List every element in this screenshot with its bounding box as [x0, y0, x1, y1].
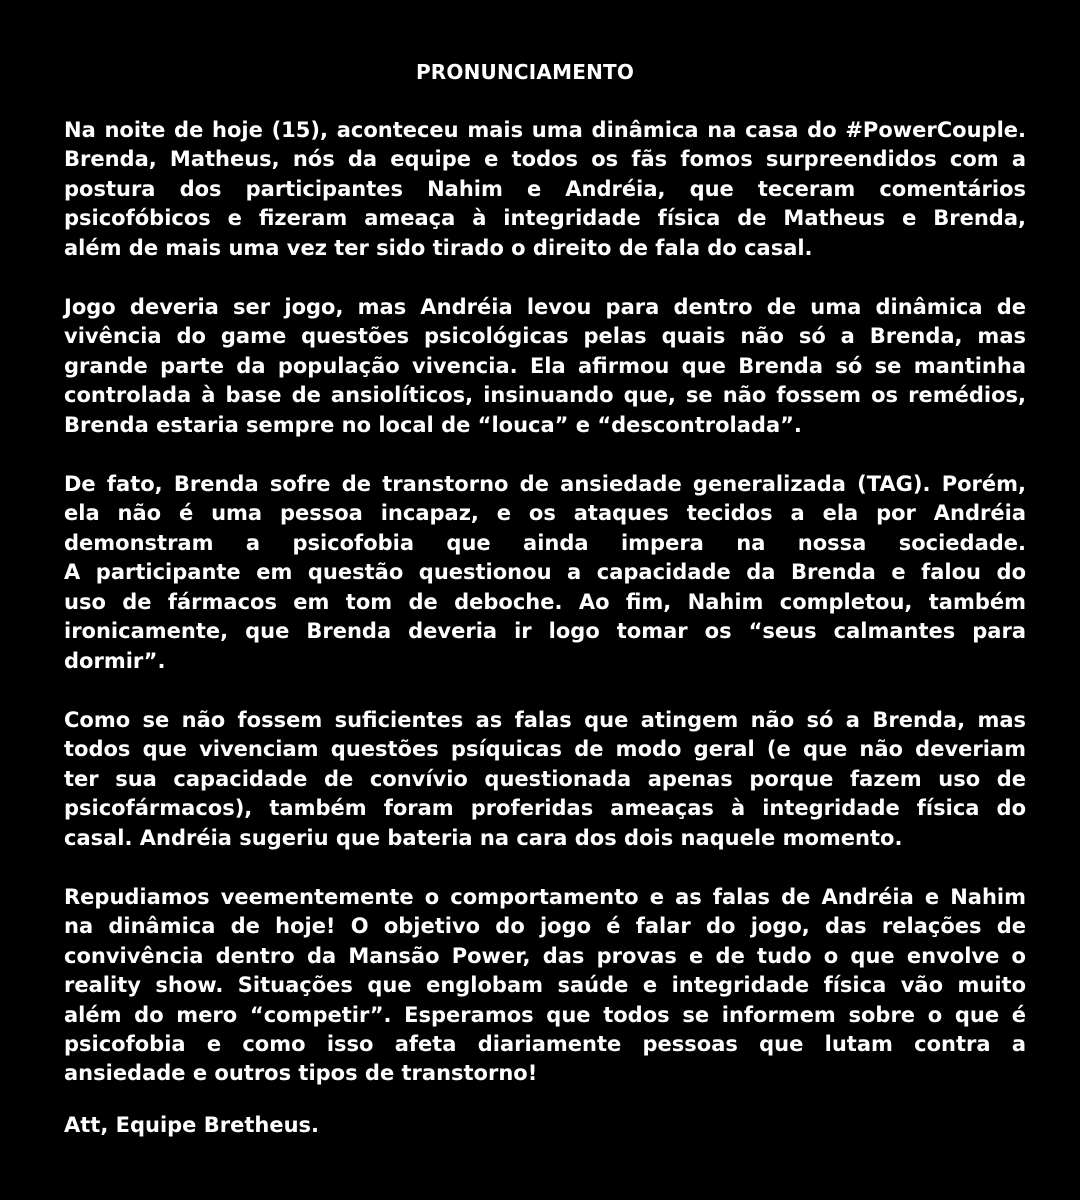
paragraph-line: grande parte da população vivencia. Ela afirmou que Brenda só se mantinha [64, 353, 1026, 378]
paragraph-line: reality show. Situações que englobam saúde e integridade física vão muito [64, 973, 1026, 998]
paragraph-line: convivência dentro da Mansão Power, das provas e de tudo o que envolve o [64, 943, 1026, 968]
paragraph-2 [64, 293, 1026, 440]
paragraph-line: casal. Andréia sugeriu que bateria na cara dos dois naquele momento. [64, 825, 903, 850]
paragraph-line: Repudiamos veementemente o comportamento e as falas de Andréia e Nahim [64, 884, 1026, 909]
paragraph-1 [64, 116, 1026, 263]
paragraph-line: ter sua capacidade de convívio questionada apenas porque fazem uso de [64, 766, 1026, 791]
paragraph-4 [64, 706, 1026, 853]
paragraph-line: Brenda, Matheus, nós da equipe e todos os fãs fomos surpreendidos com a [64, 147, 1026, 172]
paragraph-3 [64, 470, 1026, 676]
paragraph-line: psicofóbicos e fizeram ameaça à integridade física de Matheus e Brenda, [64, 206, 1026, 231]
paragraph-line: psicofobia e como isso afeta diariamente pessoas que lutam contra a [64, 1031, 1026, 1056]
paragraph-line: postura dos participantes Nahim e Andréia, que teceram comentários [64, 176, 1026, 201]
paragraph-line: demonstram a psicofobia que ainda impera na nossa sociedade. [64, 530, 1026, 555]
paragraph-line: A participante em questão questionou a capacidade da Brenda e falou do [64, 560, 1026, 585]
paragraph-line: além do mero “competir”. Esperamos que todos se informem sobre o que é [64, 1002, 1026, 1027]
paragraph-5 [64, 883, 1026, 1089]
paragraph-line: além de mais uma vez ter sido tirado o direito de fala do casal. [64, 235, 813, 260]
signature: Att, Equipe Bretheus. [64, 1113, 319, 1137]
paragraph-line: Na noite de hoje (15), aconteceu mais uma dinâmica na casa do #PowerCouple. [64, 118, 1026, 142]
paragraph-line: vivência do game questões psicológicas pelas quais não só a Brenda, mas [64, 324, 1026, 349]
document-body [64, 116, 1026, 1119]
document-title: PRONUNCIAMENTO [415, 60, 635, 84]
paragraph-line: dormir”. [64, 648, 166, 673]
paragraph-line: controlada à base de ansiolíticos, insinuando que, se não fossem os remédios, [64, 383, 1026, 408]
paragraph-line: Jogo deveria ser jogo, mas Andréia levou para dentro de uma dinâmica de [64, 295, 1026, 320]
paragraph-line: uso de fármacos em tom de deboche. Ao fim, Nahim completou, também [64, 589, 1026, 614]
paragraph-line: na dinâmica de hoje! O objetivo do jogo é falar do jogo, das relações de [64, 914, 1026, 939]
paragraph-line: ela não é uma pessoa incapaz, e os ataques tecidos a ela por Andréia [64, 501, 1026, 526]
paragraph-line: Brenda estaria sempre no local de “louca” e “descontrolada”. [64, 412, 802, 437]
paragraph-line: ansiedade e outros tipos de transtorno! [64, 1061, 538, 1086]
paragraph-line: psicofármacos), também foram proferidas ameaças à integridade física do [64, 796, 1026, 821]
paragraph-line: Como se não fossem suficientes as falas que atingem não só a Brenda, mas [64, 707, 1026, 732]
paragraph-line: todos que vivenciam questões psíquicas de modo geral (e que não deveriam [64, 737, 1026, 762]
paragraph-line: De fato, Brenda sofre de transtorno de ansiedade generalizada (TAG). Porém, [64, 472, 1026, 497]
paragraph-line: ironicamente, que Brenda deveria ir logo tomar os “seus calmantes para [64, 619, 1026, 644]
